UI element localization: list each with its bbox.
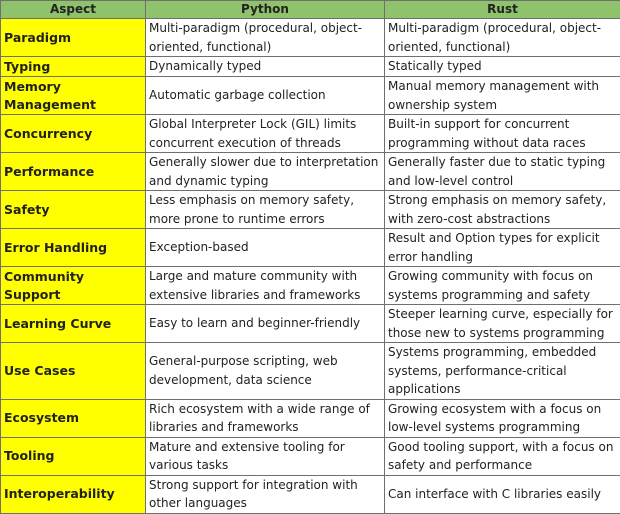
table-row <box>1 343 620 400</box>
header-aspect: Aspect <box>1 1 146 19</box>
header-row <box>1 1 620 19</box>
row-aspect: Paradigm <box>1 19 146 57</box>
row-python: Multi-paradigm (procedural, object-oriented, functional) <box>146 19 385 57</box>
row-aspect: Tooling <box>1 437 146 475</box>
table-row <box>1 475 620 513</box>
table-row <box>1 115 620 153</box>
row-aspect: Performance <box>1 153 146 191</box>
table-row <box>1 437 620 475</box>
table-row <box>1 399 620 437</box>
row-rust: Growing community with focus on systems programming and safety <box>385 267 620 305</box>
row-rust: Multi-paradigm (procedural, object-oriented, functional) <box>385 19 620 57</box>
row-rust: Systems programming, embedded systems, performance-critical applications <box>385 343 620 400</box>
table-row <box>1 19 620 57</box>
table-row <box>1 153 620 191</box>
row-rust: Growing ecosystem with a focus on low-level systems programming <box>385 399 620 437</box>
row-rust: Statically typed <box>385 57 620 77</box>
row-aspect: Memory Management <box>1 77 146 115</box>
row-rust: Strong emphasis on memory safety, with zero-cost abstractions <box>385 191 620 229</box>
row-python: Less emphasis on memory safety, more prone to runtime errors <box>146 191 385 229</box>
table-row <box>1 267 620 305</box>
row-rust: Generally faster due to static typing and low-level control <box>385 153 620 191</box>
row-aspect: Interoperability <box>1 475 146 513</box>
header-python: Python <box>146 1 385 19</box>
table-row <box>1 191 620 229</box>
row-python: Generally slower due to interpretation and dynamic typing <box>146 153 385 191</box>
row-rust: Good tooling support, with a focus on safety and performance <box>385 437 620 475</box>
row-rust: Result and Option types for explicit error handling <box>385 229 620 267</box>
table-row <box>1 305 620 343</box>
row-python: Automatic garbage collection <box>146 77 385 115</box>
row-python: Rich ecosystem with a wide range of libraries and frameworks <box>146 399 385 437</box>
row-aspect: Community Support <box>1 267 146 305</box>
row-aspect: Use Cases <box>1 343 146 400</box>
table-row <box>1 77 620 115</box>
row-aspect: Learning Curve <box>1 305 146 343</box>
row-aspect: Typing <box>1 57 146 77</box>
row-python: Large and mature community with extensive libraries and frameworks <box>146 267 385 305</box>
row-rust: Can interface with C libraries easily <box>385 475 620 513</box>
table-row <box>1 229 620 267</box>
header-rust: Rust <box>385 1 620 19</box>
row-rust: Built-in support for concurrent programming without data races <box>385 115 620 153</box>
row-python: Global Interpreter Lock (GIL) limits concurrent execution of threads <box>146 115 385 153</box>
row-aspect: Error Handling <box>1 229 146 267</box>
row-python: Exception-based <box>146 229 385 267</box>
row-rust: Steeper learning curve, especially for those new to systems programming <box>385 305 620 343</box>
row-python: Strong support for integration with other languages <box>146 475 385 513</box>
row-aspect: Safety <box>1 191 146 229</box>
row-python: Mature and extensive tooling for various tasks <box>146 437 385 475</box>
row-aspect: Ecosystem <box>1 399 146 437</box>
row-rust: Manual memory management with ownership system <box>385 77 620 115</box>
row-python: General-purpose scripting, web development, data science <box>146 343 385 400</box>
row-python: Easy to learn and beginner-friendly <box>146 305 385 343</box>
row-aspect: Concurrency <box>1 115 146 153</box>
table-row <box>1 57 620 77</box>
row-python: Dynamically typed <box>146 57 385 77</box>
